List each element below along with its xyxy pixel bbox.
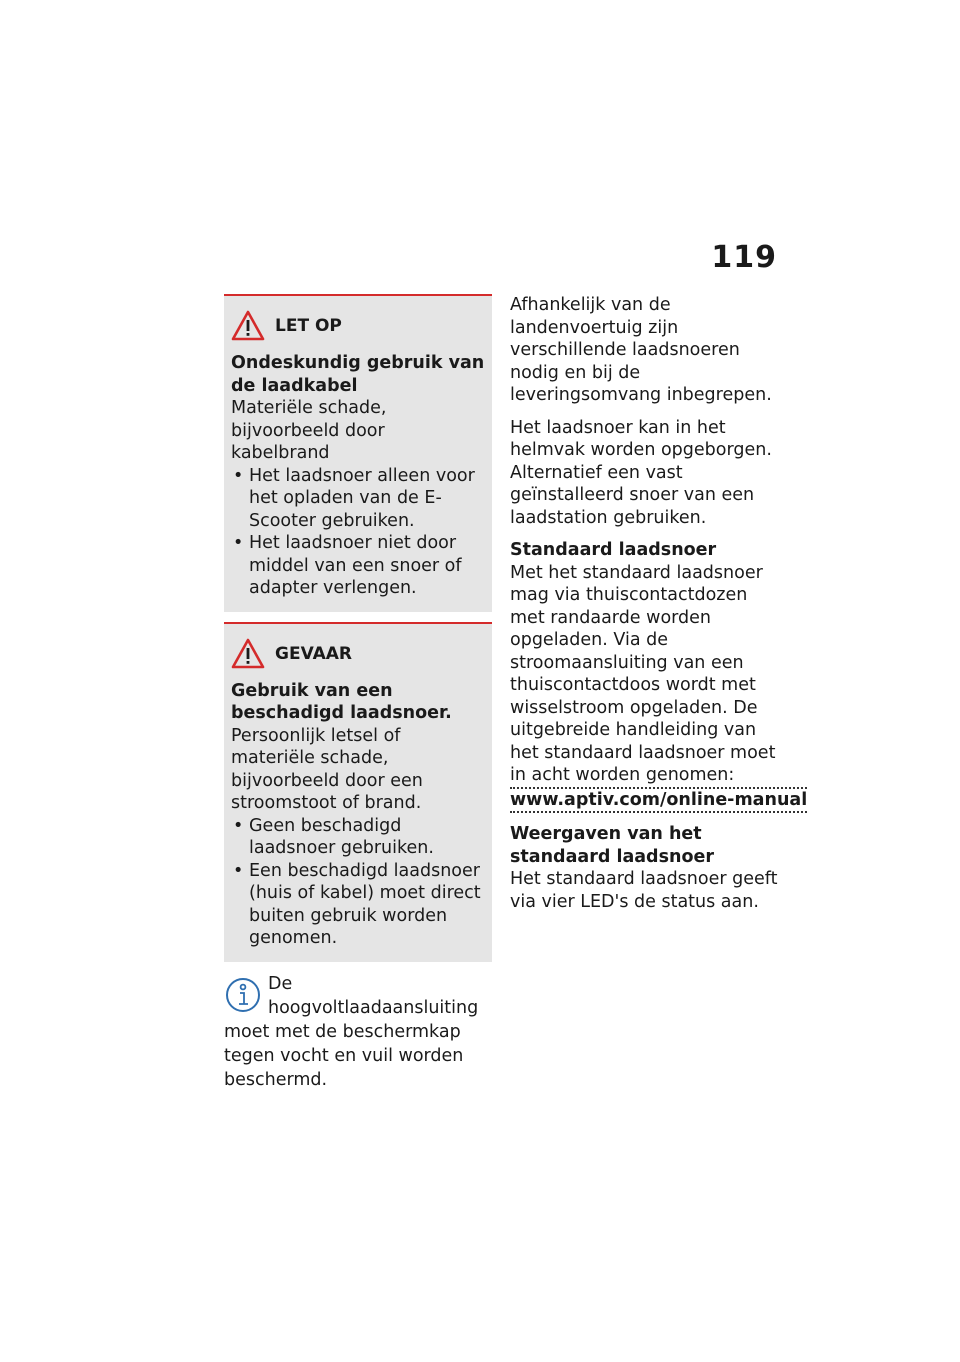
danger-header: [231, 638, 485, 670]
caution-title: LET OP: [275, 316, 342, 336]
displays-text: Het standaard laadsnoer geeft via vier LED's de status aan.: [510, 869, 778, 912]
warning-triangle-icon: [231, 310, 265, 342]
list-item: • Het laadsnoer niet door middel van een snoer of adapter verlengen.: [231, 532, 485, 600]
info-note: [224, 972, 492, 1092]
info-text: De hoogvoltlaadaansluiting moet met de beschermkap tegen vocht en vuil worden beschermd.: [224, 973, 479, 1090]
caution-heading: Ondeskundig gebruik van de laadkabel: [231, 353, 485, 396]
online-manual-link[interactable]: www.aptiv.com/online-manual: [510, 787, 807, 814]
list-item: • Een beschadigd laadsnoer (huis of kabel) moet direct buiten gebruik worden genomen.: [231, 860, 485, 950]
standard-cable-heading: Standaard laadsnoer: [510, 540, 717, 560]
paragraph-cable-variants: Afhankelijk van de landenvoertuig zijn verschillende laadsnoeren nodig en bij de leveringsomvang inbegrepen.: [510, 295, 772, 405]
danger-title: GEVAAR: [275, 643, 352, 664]
caution-text: Materiële schade, bijvoorbeeld door kabelbrand: [231, 398, 387, 463]
danger-bullet-list: [231, 815, 485, 950]
list-item: • Geen beschadigd laadsnoer gebruiken.: [231, 815, 485, 860]
page-number: 119: [711, 240, 777, 275]
left-column: [224, 294, 492, 1092]
paragraph-cable-storage: Het laadsnoer kan in het helmvak worden opgeborgen. Alternatief een vast geïnstalleerd snoer van een laadstation gebruiken.: [510, 417, 772, 528]
info-bulb-icon: [224, 976, 262, 1016]
displays-heading: Weergaven van het standaard laadsnoer: [510, 824, 714, 867]
danger-text: Persoonlijk letsel of materiële schade, bijvoorbeeld door een stroomstoot of brand.: [231, 725, 423, 813]
danger-notice: [224, 622, 492, 962]
right-column: [510, 294, 808, 923]
caution-bullet-list: [231, 465, 485, 600]
caution-notice: [224, 294, 492, 612]
standard-cable-text: Met het standaard laadsnoer mag via thuiscontactdozen met randaarde worden opgeladen. Via de stroomaansluiting van een thuiscontactdoos wordt met wisselstroom opgeladen. De uitgebreide handleiding van het standaard laadsnoer moet in acht worden genomen:: [510, 562, 776, 785]
danger-heading: Gebruik van een beschadigd laadsnoer.: [231, 680, 452, 723]
list-item: • Het laadsnoer alleen voor het opladen van de E-Scooter gebruiken.: [231, 465, 485, 533]
caution-header: [231, 310, 485, 342]
warning-triangle-icon: [231, 638, 265, 670]
